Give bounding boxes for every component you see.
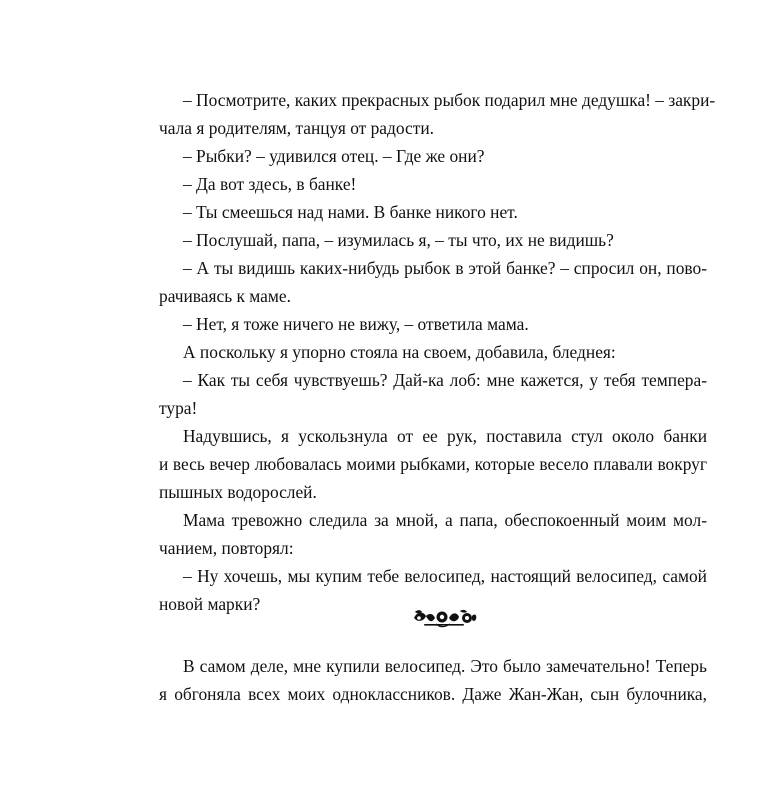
- text-line: чанием, повторял:: [159, 538, 294, 558]
- text-line: чала я родителям, танцуя от радости.: [159, 118, 434, 138]
- text-line: новой марки?: [159, 594, 261, 614]
- text-line: – Рыбки? – удивился отец. – Где же они?: [183, 146, 485, 166]
- text-line: – А ты видишь каких-нибудь рыбок в этой банке? – спросил он, пово-: [183, 258, 707, 278]
- text-line: В самом деле, мне купили велосипед. Это было замечательно! Теперь: [183, 656, 707, 676]
- text-line: – Да вот здесь, в банке!: [183, 174, 357, 194]
- text-line: рачиваясь к маме.: [159, 286, 291, 306]
- text-line: – Ты смеешься над нами. В банке никого нет.: [183, 202, 518, 222]
- text-line: тура!: [159, 398, 198, 418]
- text-line: – Как ты себя чувствуешь? Дай-ка лоб: мне кажется, у тебя темпера-: [183, 370, 707, 390]
- text-line: Надувшись, я ускользнула от ее рук, поставила стул около банки: [183, 426, 707, 446]
- text-line: и весь вечер любовалась моими рыбками, которые весело плавали вокруг: [159, 454, 707, 474]
- text-line: А поскольку я упорно стояла на своем, добавила, бледнея:: [183, 342, 616, 362]
- text-line: пышных водорослей.: [159, 482, 317, 502]
- text-line: – Послушай, папа, – изумилась я, – ты что, их не видишь?: [183, 230, 614, 250]
- text-line: – Ну хочешь, мы купим тебе велосипед, настоящий велосипед, самой: [183, 566, 707, 586]
- text-line: – Нет, я тоже ничего не вижу, – ответила мама.: [183, 314, 529, 334]
- text-line: Мама тревожно следила за мной, а папа, обеспокоенный моим мол-: [183, 510, 707, 530]
- text-line: я обгоняла всех моих одноклассников. Даже Жан-Жан, сын булочника,: [159, 684, 707, 704]
- text-line: – Посмотрите, каких прекрасных рыбок подарил мне дедушка! – закри-: [183, 90, 716, 110]
- section-break-ornament-icon: [412, 608, 478, 628]
